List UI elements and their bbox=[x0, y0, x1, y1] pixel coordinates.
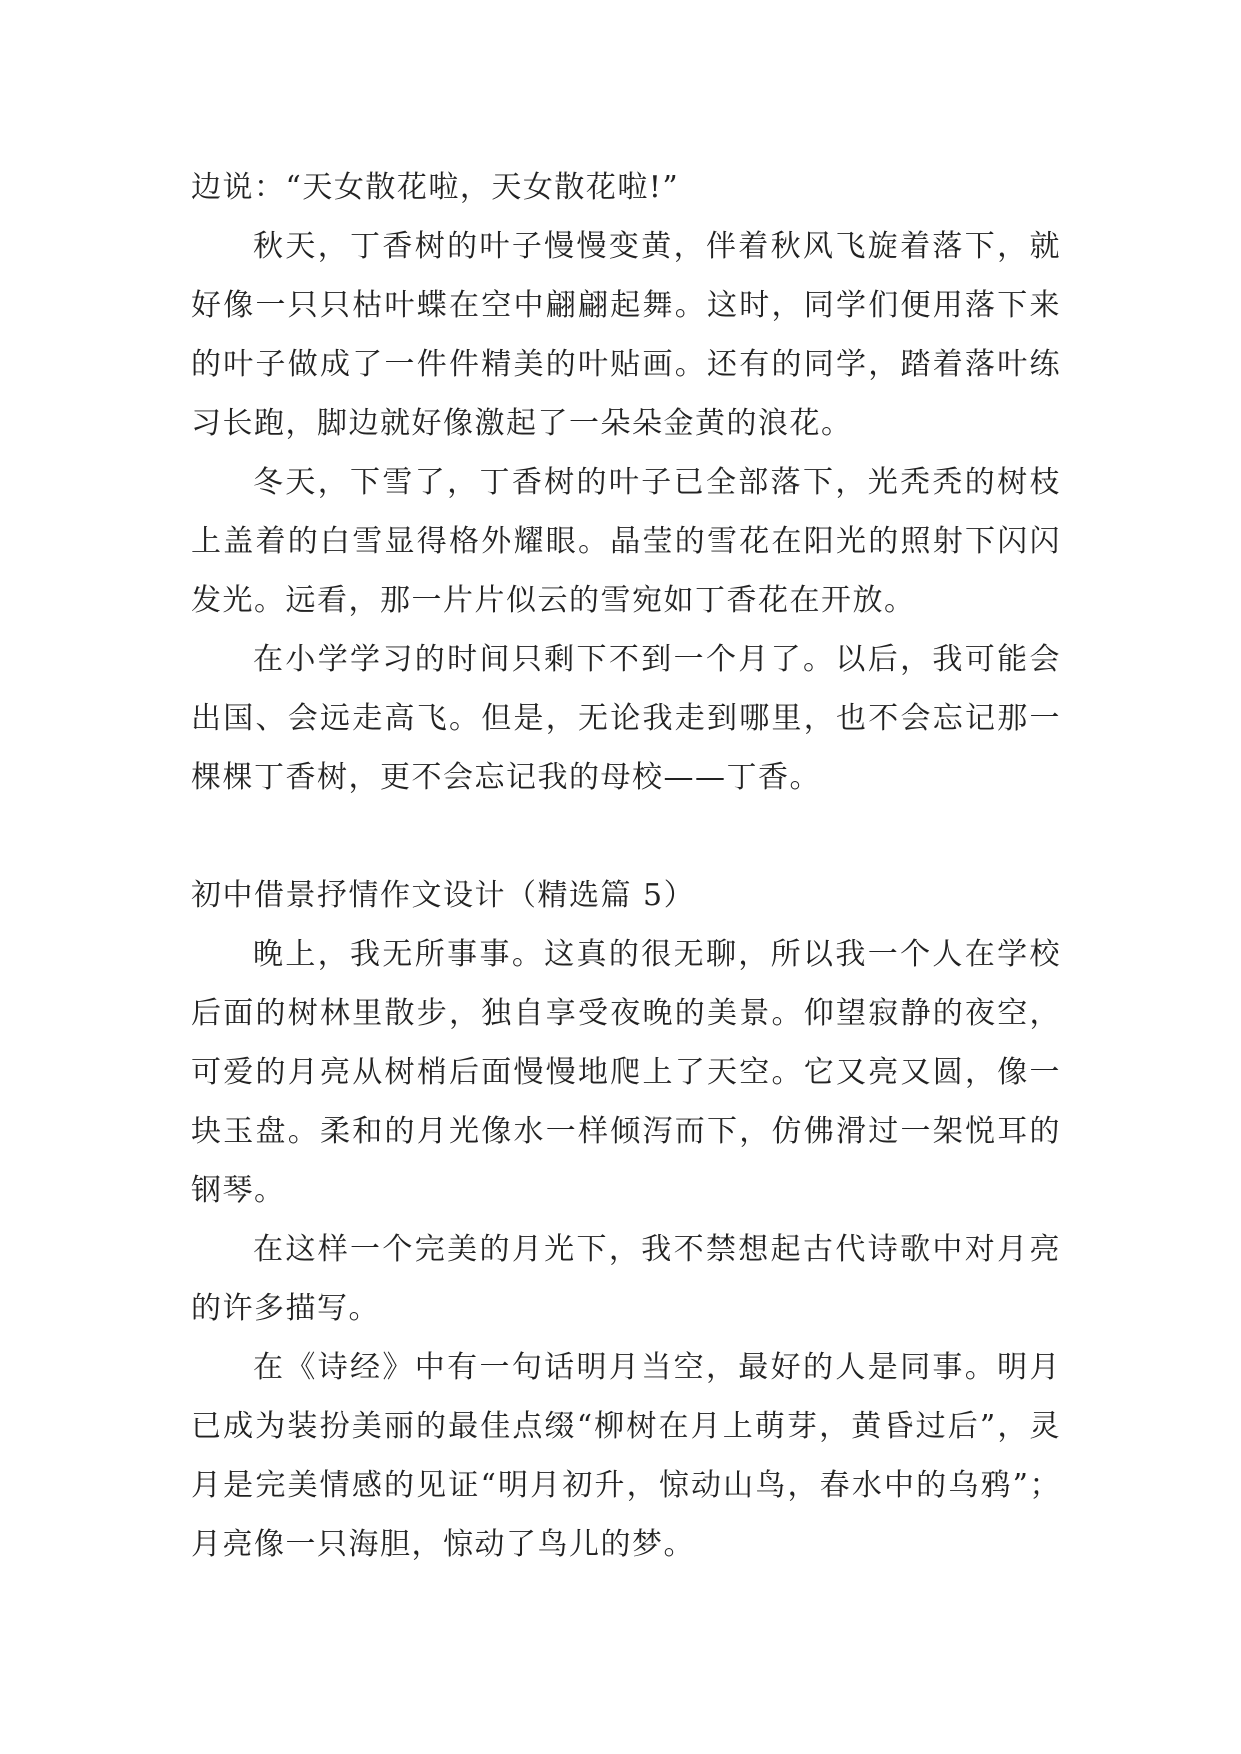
paragraph-winter: 冬天，下雪了，丁香树的叶子已全部落下，光秃秃的树枝上盖着的白雪显得格外耀眼。晶莹的雪花在阳光的照射下闪闪发光。远看，那一片片似云的雪宛如丁香花在开放。 bbox=[191, 465, 1061, 618]
paragraph-shijing: 在《诗经》中有一句话明月当空，最好的人是同事。明月已成为装扮美丽的最佳点缀“柳树在月上萌芽，黄昏过后”，灵月是完美情感的见证“明月初升，惊动山鸟，春水中的乌鸦”；月亮像一只海胆，惊动了鸟儿的梦。 bbox=[191, 1350, 1061, 1562]
paragraph-autumn: 秋天，丁香树的叶子慢慢变黄，伴着秋风飞旋着落下，就好像一只只枯叶蝶在空中翩翩起舞。这时，同学们便用落下来的叶子做成了一件件精美的叶贴画。还有的同学，踏着落叶练习长跑，脚边就好像激起了一朵朵金黄的浪花。 bbox=[191, 229, 1061, 441]
paragraph-evening: 晚上，我无所事事。这真的很无聊，所以我一个人在学校后面的树林里散步，独自享受夜晚的美景。仰望寂静的夜空，可爱的月亮从树梢后面慢慢地爬上了天空。它又亮又圆，像一块玉盘。柔和的月光像水一样倾泻而下，仿佛滑过一架悦耳的钢琴。 bbox=[191, 937, 1061, 1208]
paragraph-farewell: 在小学学习的时间只剩下不到一个月了。以后，我可能会出国、会远走高飞。但是，无论我走到哪里，也不会忘记那一棵棵丁香树，更不会忘记我的母校——丁香。 bbox=[191, 642, 1061, 795]
paragraph-moonlight: 在这样一个完美的月光下，我不禁想起古代诗歌中对月亮的许多描写。 bbox=[191, 1232, 1061, 1326]
section-heading: 初中借景抒情作文设计（精选篇 5） bbox=[191, 878, 696, 913]
document-body bbox=[191, 158, 1061, 1574]
paragraph-continuation: 边说：“天女散花啦，天女散花啦!” bbox=[191, 170, 680, 205]
